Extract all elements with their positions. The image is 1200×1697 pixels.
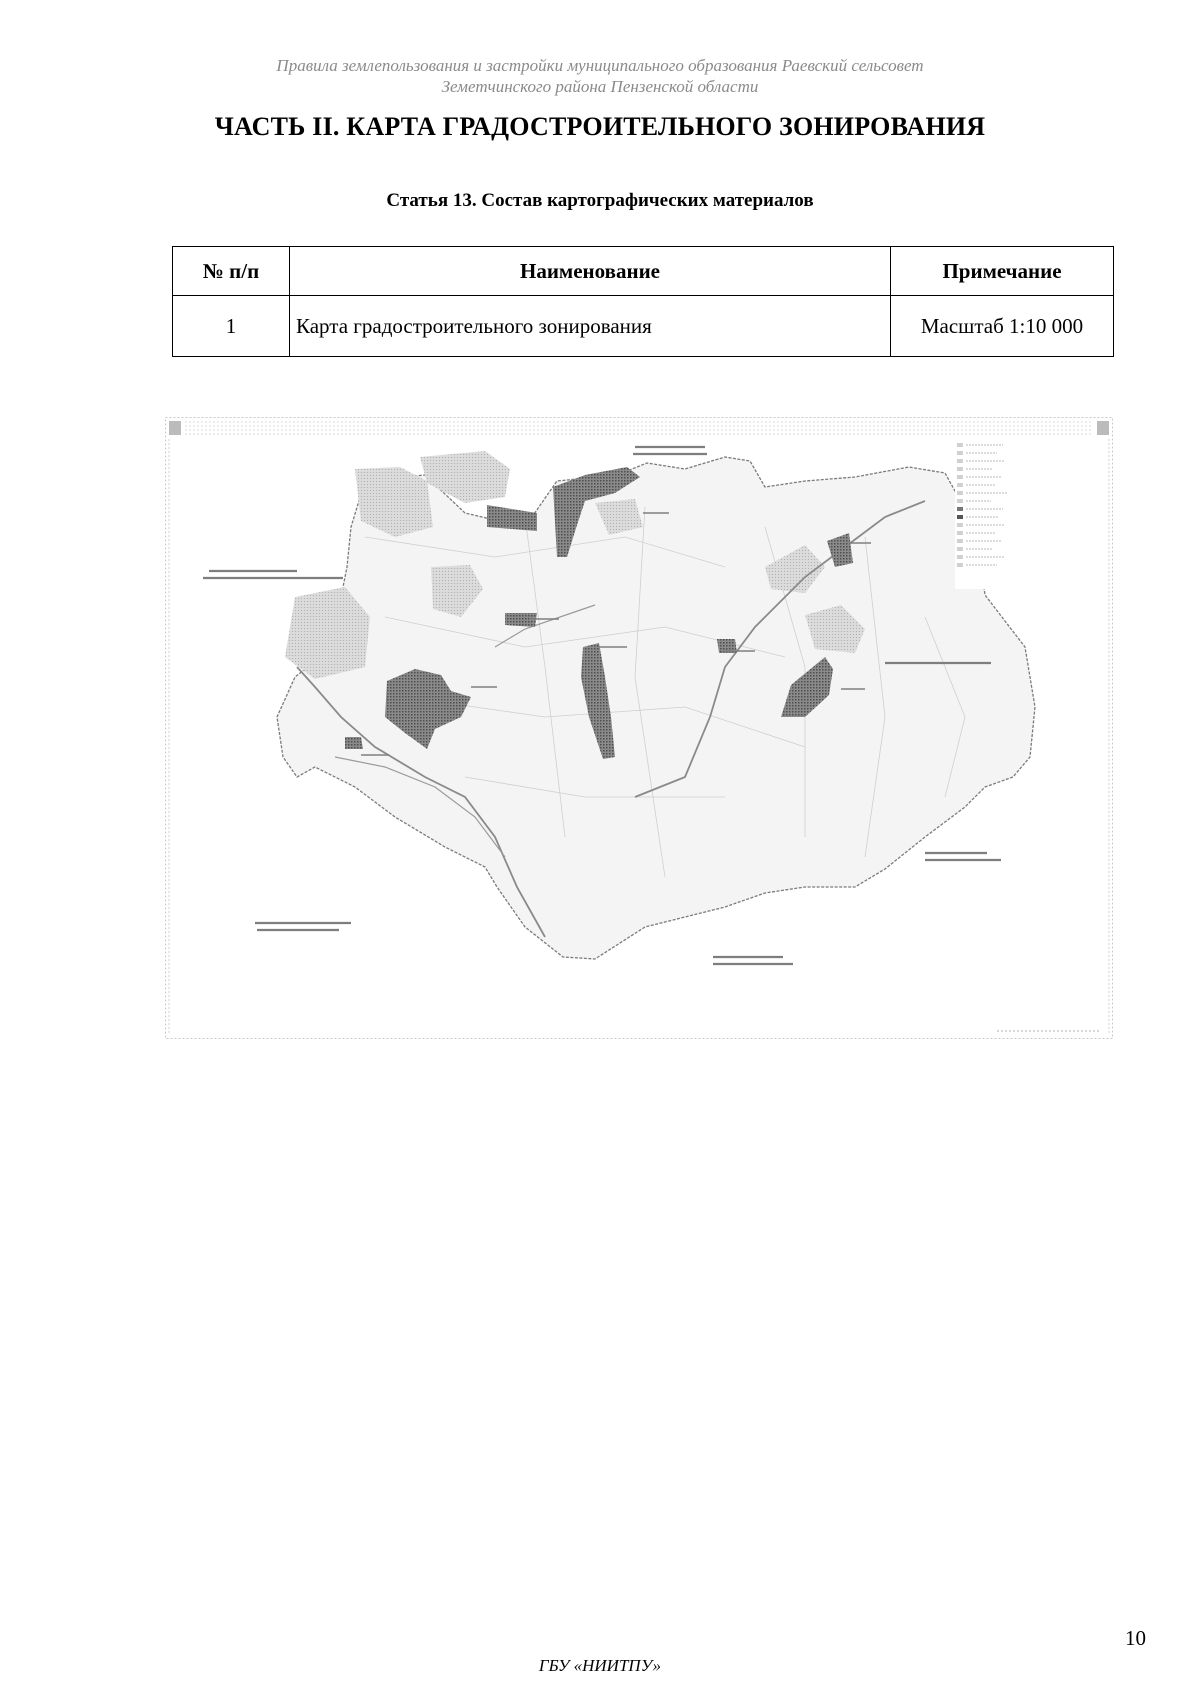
- cell-note: Масштаб 1:10 000: [891, 296, 1114, 357]
- materials-table: [172, 246, 1114, 357]
- page-number: 10: [1125, 1626, 1146, 1650]
- cell-number: 1: [173, 296, 290, 357]
- running-header: [0, 55, 1200, 97]
- column-header-name: Наименование: [290, 247, 891, 296]
- running-header-line-1: Правила землепользования и застройки муниципального образования Раевский сельсовет: [276, 56, 924, 75]
- map-corner-mark-right: [1097, 421, 1109, 435]
- zoning-map-image: [165, 417, 1113, 1039]
- column-header-number: № п/п: [173, 247, 290, 296]
- zoning-map-svg: [165, 417, 1113, 1039]
- article-title: Статья 13. Состав картографических материалов: [386, 190, 814, 211]
- footer: ГБУ «НИИТПУ»: [538, 1656, 662, 1675]
- cell-name: Карта градостроительного зонирования: [290, 296, 891, 357]
- map-title-band: [185, 421, 1091, 435]
- running-header-line-2: Земетчинского района Пензенской области: [441, 77, 759, 96]
- table-header-row: [173, 247, 1114, 296]
- table-row: [173, 296, 1114, 357]
- map-legend: [955, 439, 1011, 589]
- map-corner-mark-left: [169, 421, 181, 435]
- part-title: ЧАСТЬ II. КАРТА ГРАДОСТРОИТЕЛЬНОГО ЗОНИРОВАНИЯ: [214, 112, 986, 141]
- column-header-note: Примечание: [891, 247, 1114, 296]
